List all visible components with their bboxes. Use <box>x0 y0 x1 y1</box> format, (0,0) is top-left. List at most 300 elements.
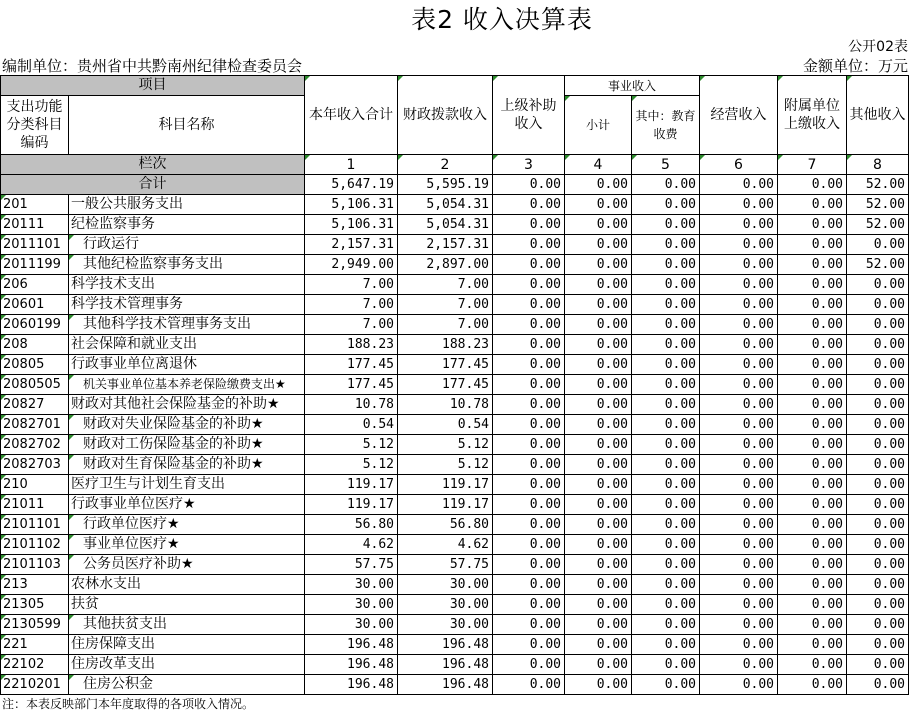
row-value: 0.00 <box>778 275 847 295</box>
row-value: 52.00 <box>847 255 909 275</box>
table-row <box>1 335 909 355</box>
row-value: 0.00 <box>565 315 632 335</box>
row-value: 0.00 <box>778 215 847 235</box>
row-value: 0.00 <box>632 255 700 275</box>
row-value: 0.00 <box>700 555 778 575</box>
row-value: 0.00 <box>700 335 778 355</box>
row-value: 0.00 <box>778 355 847 375</box>
row-code: 2101103 <box>1 555 69 575</box>
row-value: 0.00 <box>847 295 909 315</box>
row-value: 56.80 <box>398 515 493 535</box>
row-value: 0.00 <box>632 635 700 655</box>
row-value: 0.00 <box>632 395 700 415</box>
row-value: 119.17 <box>305 495 398 515</box>
row-value: 196.48 <box>305 675 398 695</box>
row-value: 0.00 <box>565 375 632 395</box>
row-value: 0.00 <box>778 235 847 255</box>
row-name: 农林水支出 <box>69 575 305 595</box>
row-value: 0.00 <box>778 315 847 335</box>
row-value: 0.00 <box>493 235 565 255</box>
row-value: 0.00 <box>700 595 778 615</box>
row-value: 119.17 <box>398 475 493 495</box>
row-value: 0.00 <box>493 415 565 435</box>
row-value: 5,054.31 <box>398 195 493 215</box>
row-value: 0.00 <box>700 535 778 555</box>
row-value: 177.45 <box>398 375 493 395</box>
amount-unit: 金额单位：万元 <box>802 57 908 75</box>
row-value: 2,897.00 <box>398 255 493 275</box>
row-value: 7.00 <box>305 315 398 335</box>
table-row <box>1 615 909 635</box>
row-value: 10.78 <box>305 395 398 415</box>
table-row <box>1 355 909 375</box>
header-fiscal: 财政拨款收入 <box>398 76 493 155</box>
row-value: 57.75 <box>398 555 493 575</box>
row-value: 0.00 <box>632 475 700 495</box>
row-value: 5,106.31 <box>305 215 398 235</box>
row-value: 0.00 <box>565 615 632 635</box>
row-code: 20805 <box>1 355 69 375</box>
row-name: 其他纪检监察事务支出 <box>69 255 305 275</box>
unit-label: 编制单位：贵州省中共黔南州纪律检查委员会 <box>2 57 303 75</box>
row-value: 0.00 <box>632 195 700 215</box>
row-name: 机关事业单位基本养老保险缴费支出★ <box>69 375 305 395</box>
row-value: 0.00 <box>778 435 847 455</box>
row-value: 0.00 <box>700 455 778 475</box>
row-value: 0.00 <box>778 455 847 475</box>
row-value: 188.23 <box>398 335 493 355</box>
row-value: 0.00 <box>700 495 778 515</box>
row-name: 事业单位医疗★ <box>69 535 305 555</box>
row-code: 2210201 <box>1 675 69 695</box>
row-value: 0.00 <box>493 295 565 315</box>
row-value: 0.00 <box>493 615 565 635</box>
row-code: 21305 <box>1 595 69 615</box>
row-value: 0.00 <box>493 395 565 415</box>
row-value: 0.00 <box>847 575 909 595</box>
row-value: 119.17 <box>305 475 398 495</box>
row-value: 2,157.31 <box>398 235 493 255</box>
row-value: 30.00 <box>398 615 493 635</box>
header-education-fee: 其中：教育收费 <box>632 96 700 155</box>
table-row <box>1 435 909 455</box>
row-value: 0.00 <box>778 195 847 215</box>
row-value: 0.00 <box>700 315 778 335</box>
total-cell: 0.00 <box>778 175 847 195</box>
header-item: 项目 <box>1 76 305 96</box>
row-value: 0.00 <box>565 575 632 595</box>
row-name: 住房保障支出 <box>69 635 305 655</box>
row-value: 0.00 <box>632 655 700 675</box>
row-value: 0.00 <box>632 415 700 435</box>
row-value: 0.00 <box>700 375 778 395</box>
row-value: 0.54 <box>305 415 398 435</box>
header-upper-subsidy: 上级补助收入 <box>493 76 565 155</box>
row-value: 0.00 <box>565 655 632 675</box>
form-code: 公开02表 <box>848 39 908 55</box>
row-value: 196.48 <box>398 635 493 655</box>
row-value: 7.00 <box>398 275 493 295</box>
row-value: 0.00 <box>847 275 909 295</box>
table-row <box>1 395 909 415</box>
row-value: 0.00 <box>632 535 700 555</box>
row-value: 0.00 <box>700 475 778 495</box>
table-row <box>1 215 909 235</box>
row-value: 0.00 <box>700 675 778 695</box>
row-value: 4.62 <box>398 535 493 555</box>
row-value: 0.00 <box>493 675 565 695</box>
row-value: 0.00 <box>565 535 632 555</box>
row-code: 2011101 <box>1 235 69 255</box>
row-value: 0.00 <box>778 515 847 535</box>
row-value: 0.00 <box>778 595 847 615</box>
row-value: 0.00 <box>847 655 909 675</box>
row-value: 0.00 <box>632 435 700 455</box>
total-cell: 0.00 <box>632 175 700 195</box>
row-code: 2082703 <box>1 455 69 475</box>
row-value: 0.00 <box>778 415 847 435</box>
row-code: 2101101 <box>1 515 69 535</box>
row-value: 0.00 <box>632 275 700 295</box>
row-value: 0.00 <box>565 515 632 535</box>
table-row <box>1 455 909 475</box>
row-value: 0.00 <box>700 575 778 595</box>
row-value: 0.54 <box>398 415 493 435</box>
row-name: 财政对生育保险基金的补助★ <box>69 455 305 475</box>
row-value: 0.00 <box>778 395 847 415</box>
total-cell: 52.00 <box>847 175 909 195</box>
row-value: 0.00 <box>700 515 778 535</box>
row-value: 196.48 <box>398 655 493 675</box>
row-value: 177.45 <box>305 375 398 395</box>
row-value: 7.00 <box>398 295 493 315</box>
row-value: 0.00 <box>493 275 565 295</box>
row-value: 0.00 <box>847 475 909 495</box>
report-title: 表2 收入决算表 <box>411 5 593 34</box>
row-value: 119.17 <box>398 495 493 515</box>
row-value: 0.00 <box>700 635 778 655</box>
row-code: 2082701 <box>1 415 69 435</box>
row-value: 0.00 <box>847 555 909 575</box>
row-value: 0.00 <box>632 595 700 615</box>
row-value: 7.00 <box>305 275 398 295</box>
row-value: 0.00 <box>778 635 847 655</box>
row-value: 0.00 <box>778 375 847 395</box>
row-value: 2,949.00 <box>305 255 398 275</box>
row-value: 0.00 <box>565 455 632 475</box>
row-value: 0.00 <box>493 575 565 595</box>
table-row <box>1 535 909 555</box>
table-row <box>1 575 909 595</box>
total-label: 合计 <box>1 175 305 195</box>
column-number: 2 <box>398 155 493 175</box>
header-total-income: 本年收入合计 <box>305 76 398 155</box>
row-value: 0.00 <box>565 215 632 235</box>
row-value: 0.00 <box>700 655 778 675</box>
row-value: 0.00 <box>778 675 847 695</box>
row-value: 0.00 <box>700 295 778 315</box>
row-value: 0.00 <box>565 235 632 255</box>
row-value: 0.00 <box>700 255 778 275</box>
row-name: 行政运行 <box>69 235 305 255</box>
row-code: 213 <box>1 575 69 595</box>
row-value: 0.00 <box>632 515 700 535</box>
row-value: 0.00 <box>493 495 565 515</box>
table-row <box>1 195 909 215</box>
row-name: 一般公共服务支出 <box>69 195 305 215</box>
total-cell: 0.00 <box>493 175 565 195</box>
total-cell: 0.00 <box>700 175 778 195</box>
row-value: 0.00 <box>778 655 847 675</box>
row-value: 0.00 <box>632 315 700 335</box>
row-value: 0.00 <box>493 455 565 475</box>
column-label: 栏次 <box>1 155 305 175</box>
row-value: 30.00 <box>398 595 493 615</box>
row-value: 196.48 <box>398 675 493 695</box>
row-value: 0.00 <box>847 315 909 335</box>
total-cell: 5,647.19 <box>305 175 398 195</box>
row-value: 0.00 <box>847 375 909 395</box>
row-value: 0.00 <box>493 595 565 615</box>
row-name: 行政单位医疗★ <box>69 515 305 535</box>
row-code: 2080505 <box>1 375 69 395</box>
row-value: 188.23 <box>305 335 398 355</box>
table-row <box>1 495 909 515</box>
row-value: 0.00 <box>565 295 632 315</box>
table-row <box>1 475 909 495</box>
row-value: 0.00 <box>632 455 700 475</box>
row-value: 196.48 <box>305 635 398 655</box>
column-number: 8 <box>847 155 909 175</box>
row-name: 住房公积金 <box>69 675 305 695</box>
row-value: 5.12 <box>398 435 493 455</box>
row-value: 0.00 <box>700 195 778 215</box>
row-value: 0.00 <box>847 495 909 515</box>
row-value: 0.00 <box>493 515 565 535</box>
row-value: 0.00 <box>493 655 565 675</box>
column-number: 3 <box>493 155 565 175</box>
row-value: 0.00 <box>778 555 847 575</box>
row-value: 0.00 <box>847 415 909 435</box>
row-value: 0.00 <box>632 615 700 635</box>
row-value: 0.00 <box>632 675 700 695</box>
row-value: 0.00 <box>847 635 909 655</box>
table-row <box>1 515 909 535</box>
row-code: 208 <box>1 335 69 355</box>
row-value: 5.12 <box>305 455 398 475</box>
row-name: 其他扶贫支出 <box>69 615 305 635</box>
row-value: 0.00 <box>847 455 909 475</box>
row-value: 0.00 <box>493 375 565 395</box>
row-code: 20827 <box>1 395 69 415</box>
row-value: 0.00 <box>700 215 778 235</box>
row-code: 210 <box>1 475 69 495</box>
row-value: 0.00 <box>632 215 700 235</box>
row-value: 5,054.31 <box>398 215 493 235</box>
row-value: 0.00 <box>700 415 778 435</box>
table-row <box>1 635 909 655</box>
row-value: 0.00 <box>847 515 909 535</box>
row-value: 0.00 <box>565 495 632 515</box>
row-value: 7.00 <box>398 315 493 335</box>
row-value: 0.00 <box>847 395 909 415</box>
table-row <box>1 315 909 335</box>
table-row <box>1 375 909 395</box>
column-number: 5 <box>632 155 700 175</box>
row-code: 20601 <box>1 295 69 315</box>
row-value: 0.00 <box>565 255 632 275</box>
row-name: 行政事业单位医疗★ <box>69 495 305 515</box>
row-name: 公务员医疗补助★ <box>69 555 305 575</box>
row-value: 0.00 <box>493 635 565 655</box>
row-value: 177.45 <box>398 355 493 375</box>
row-name: 扶贫 <box>69 595 305 615</box>
header-subtotal: 小计 <box>565 96 632 155</box>
row-value: 0.00 <box>847 615 909 635</box>
row-value: 0.00 <box>493 255 565 275</box>
row-value: 0.00 <box>565 335 632 355</box>
row-value: 2,157.31 <box>305 235 398 255</box>
row-value: 0.00 <box>700 435 778 455</box>
row-name: 纪检监察事务 <box>69 215 305 235</box>
row-value: 0.00 <box>632 375 700 395</box>
row-value: 0.00 <box>493 535 565 555</box>
column-number: 6 <box>700 155 778 175</box>
row-value: 30.00 <box>305 575 398 595</box>
row-name: 财政对失业保险基金的补助★ <box>69 415 305 435</box>
row-value: 196.48 <box>305 655 398 675</box>
row-value: 0.00 <box>493 435 565 455</box>
row-value: 0.00 <box>778 475 847 495</box>
header-operating: 经营收入 <box>700 76 778 155</box>
table-row <box>1 295 909 315</box>
header-name-col: 科目名称 <box>69 96 305 155</box>
row-name: 财政对其他社会保险基金的补助★ <box>69 395 305 415</box>
table-row <box>1 275 909 295</box>
row-code: 22102 <box>1 655 69 675</box>
row-value: 0.00 <box>632 335 700 355</box>
row-value: 5,106.31 <box>305 195 398 215</box>
row-code: 221 <box>1 635 69 655</box>
row-code: 20111 <box>1 215 69 235</box>
row-value: 0.00 <box>493 315 565 335</box>
row-value: 0.00 <box>778 295 847 315</box>
row-name: 财政对工伤保险基金的补助★ <box>69 435 305 455</box>
row-value: 0.00 <box>565 355 632 375</box>
row-code: 21011 <box>1 495 69 515</box>
row-name: 医疗卫生与计划生育支出 <box>69 475 305 495</box>
row-value: 0.00 <box>778 335 847 355</box>
row-name: 住房改革支出 <box>69 655 305 675</box>
row-value: 5.12 <box>305 435 398 455</box>
row-value: 0.00 <box>700 355 778 375</box>
row-code: 2060199 <box>1 315 69 335</box>
unit-line <box>2 56 908 76</box>
row-value: 0.00 <box>632 295 700 315</box>
row-value: 0.00 <box>778 575 847 595</box>
row-name: 行政事业单位离退休 <box>69 355 305 375</box>
row-value: 7.00 <box>305 295 398 315</box>
row-value: 0.00 <box>565 595 632 615</box>
row-value: 0.00 <box>493 355 565 375</box>
row-value: 5.12 <box>398 455 493 475</box>
row-value: 52.00 <box>847 215 909 235</box>
row-value: 52.00 <box>847 195 909 215</box>
row-value: 0.00 <box>847 235 909 255</box>
table-row <box>1 415 909 435</box>
row-value: 0.00 <box>565 475 632 495</box>
row-value: 0.00 <box>847 335 909 355</box>
row-value: 0.00 <box>632 555 700 575</box>
row-value: 0.00 <box>565 555 632 575</box>
row-name: 社会保障和就业支出 <box>69 335 305 355</box>
header-business-income: 事业收入 <box>565 76 700 96</box>
table-row <box>1 595 909 615</box>
row-value: 10.78 <box>398 395 493 415</box>
row-value: 0.00 <box>632 495 700 515</box>
row-value: 0.00 <box>778 535 847 555</box>
row-value: 30.00 <box>305 615 398 635</box>
column-number: 7 <box>778 155 847 175</box>
row-value: 0.00 <box>847 595 909 615</box>
row-value: 0.00 <box>565 395 632 415</box>
row-value: 0.00 <box>847 535 909 555</box>
row-value: 0.00 <box>700 235 778 255</box>
row-value: 0.00 <box>847 435 909 455</box>
table-row <box>1 655 909 675</box>
row-name: 科学技术管理事务 <box>69 295 305 315</box>
row-value: 0.00 <box>565 275 632 295</box>
row-value: 0.00 <box>847 675 909 695</box>
row-value: 0.00 <box>847 355 909 375</box>
row-value: 4.62 <box>305 535 398 555</box>
footnote: 注：本表反映部门本年度取得的各项收入情况。 <box>2 697 255 711</box>
total-cell: 5,595.19 <box>398 175 493 195</box>
row-value: 0.00 <box>778 495 847 515</box>
row-value: 0.00 <box>565 435 632 455</box>
row-value: 0.00 <box>565 195 632 215</box>
row-code: 2101102 <box>1 535 69 555</box>
row-value: 0.00 <box>565 415 632 435</box>
table-row <box>1 255 909 275</box>
total-cell: 0.00 <box>565 175 632 195</box>
row-code: 2082702 <box>1 435 69 455</box>
row-value: 0.00 <box>493 475 565 495</box>
row-code: 206 <box>1 275 69 295</box>
row-value: 0.00 <box>632 235 700 255</box>
row-value: 0.00 <box>493 215 565 235</box>
table-row <box>1 555 909 575</box>
row-code: 2011199 <box>1 255 69 275</box>
row-value: 0.00 <box>493 335 565 355</box>
header-code-col: 支出功能分类科目编码 <box>1 96 69 155</box>
row-value: 30.00 <box>305 595 398 615</box>
income-table <box>0 75 909 695</box>
header-affiliated: 附属单位上缴收入 <box>778 76 847 155</box>
row-value: 0.00 <box>632 575 700 595</box>
row-value: 0.00 <box>493 555 565 575</box>
row-value: 0.00 <box>700 615 778 635</box>
row-value: 177.45 <box>305 355 398 375</box>
row-value: 56.80 <box>305 515 398 535</box>
row-value: 0.00 <box>493 195 565 215</box>
row-value: 0.00 <box>565 675 632 695</box>
row-value: 30.00 <box>398 575 493 595</box>
row-code: 2130599 <box>1 615 69 635</box>
header-other: 其他收入 <box>847 76 909 155</box>
table-row <box>1 235 909 255</box>
row-name: 其他科学技术管理事务支出 <box>69 315 305 335</box>
